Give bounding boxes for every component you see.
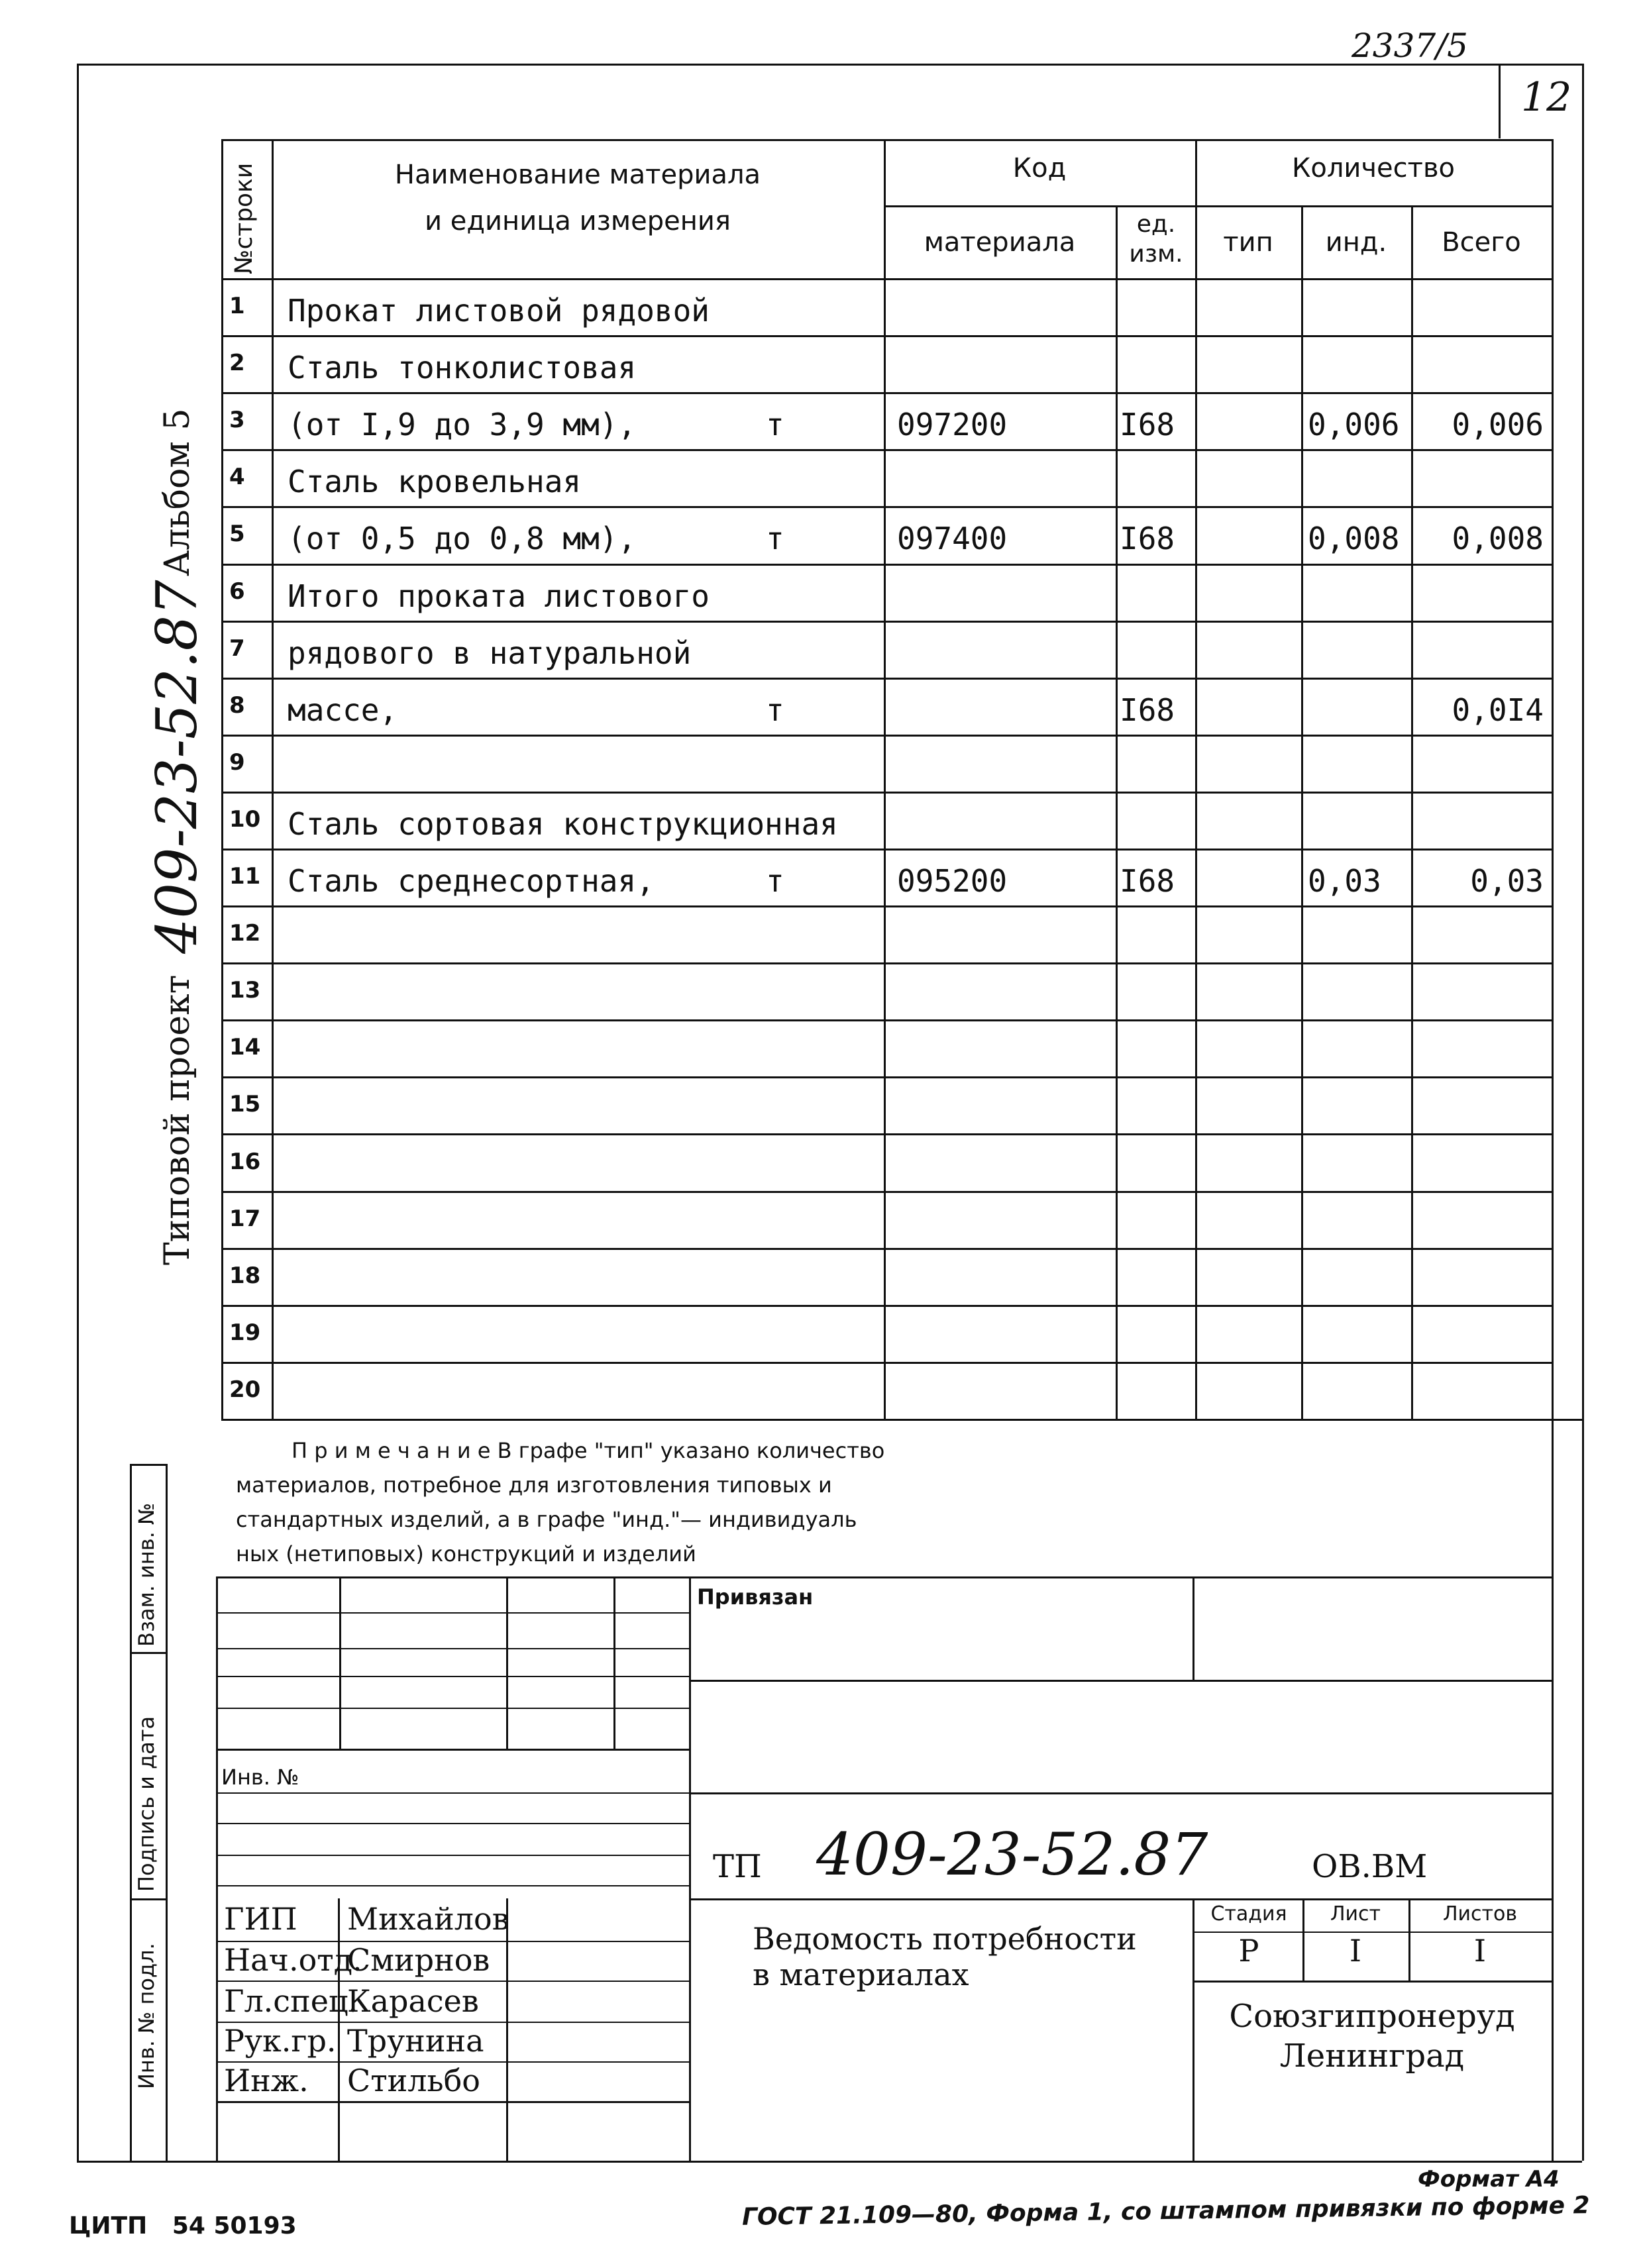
person-name: Михайлов <box>347 1901 509 1937</box>
table-row <box>221 1019 1552 1076</box>
row-number: 14 <box>229 1034 261 1060</box>
sheets-header: Листов <box>1442 1902 1518 1926</box>
frame-top <box>77 64 1582 66</box>
header-type: тип <box>1223 227 1273 258</box>
footer-left: ЦИТП 54 50193 <box>69 2212 297 2240</box>
tp-code: 409-23-52.87 <box>816 1820 1208 1888</box>
material-name: Сталь тонколистовая <box>288 350 637 386</box>
frame-left <box>77 64 79 2161</box>
role-label: Гл.спец. <box>224 1983 358 2019</box>
table-row <box>221 905 1552 962</box>
frame-right <box>1582 64 1584 2161</box>
table-row <box>221 678 1552 735</box>
frame-bottom <box>77 2161 1582 2163</box>
header-quantity: Количество <box>1291 153 1455 183</box>
organization-city: Ленинград <box>1279 2037 1465 2075</box>
table-row <box>221 735 1552 792</box>
table-row <box>221 1191 1552 1248</box>
header-ind: инд. <box>1325 227 1387 258</box>
table-row <box>221 1362 1552 1419</box>
tp-prefix: ТП <box>713 1848 762 1885</box>
material-name: Сталь кровельная <box>288 464 582 499</box>
album-label: Альбом 5 <box>158 408 197 576</box>
table-row <box>221 449 1552 506</box>
material-code: 097200 <box>897 407 1008 442</box>
sheet-number: 12 <box>1521 74 1572 121</box>
unit-letter: т <box>766 692 784 728</box>
material-name: массе, <box>288 692 398 728</box>
material-name: (от I,9 до 3,9 мм), <box>288 407 637 442</box>
qty-total: 0,008 <box>1452 521 1544 556</box>
person-name: Карасев <box>347 1983 479 2019</box>
note-line-2: материалов, потребное для изготовления типовых и <box>236 1472 832 1498</box>
row-number: 2 <box>229 350 245 376</box>
note-line-3: стандартных изделий, а в графе "инд."— индивидуаль <box>236 1507 857 1532</box>
table-row <box>221 1134 1552 1191</box>
material-name: Прокат листовой рядовой <box>288 293 710 329</box>
table-row <box>221 1248 1552 1305</box>
unit-code: I68 <box>1120 407 1175 442</box>
material-name: Сталь сортовая конструкционная <box>288 806 838 842</box>
material-code: 097400 <box>897 521 1008 556</box>
privyazan-label: Привязан <box>697 1584 814 1610</box>
person-name: Смирнов <box>347 1942 490 1978</box>
note-line-1: П р и м е ч а н и е В графе "тип" указано количество <box>292 1438 885 1463</box>
row-number: 5 <box>229 521 245 547</box>
unit-letter: т <box>766 407 784 442</box>
doc-title-1: Ведомость потребности <box>753 1921 1137 1957</box>
row-number: 4 <box>229 464 245 490</box>
row-number: 8 <box>229 692 245 719</box>
table-row <box>221 621 1552 678</box>
row-number: 3 <box>229 407 245 433</box>
format-label: Формат А4 <box>1418 2166 1560 2192</box>
qty-ind: 0,03 <box>1308 863 1381 899</box>
row-number: 12 <box>229 920 261 947</box>
note-line-4: ных (нетиповых) конструкций и изделий <box>236 1541 696 1567</box>
archive-number: 2337/5 <box>1352 26 1468 65</box>
tp-suffix: ОВ.ВМ <box>1312 1848 1428 1885</box>
table-row <box>221 335 1552 392</box>
inv-podl-label: Инв. № подл. <box>134 1943 159 2089</box>
qty-total: 0,0I4 <box>1452 692 1544 728</box>
unit-code: I68 <box>1120 863 1175 899</box>
row-number: 7 <box>229 635 245 662</box>
table-row <box>221 1076 1552 1133</box>
table-row <box>221 849 1552 905</box>
header-total: Всего <box>1442 227 1521 258</box>
project-code-side: 409-23-52.87 <box>144 580 209 954</box>
table-row <box>221 278 1552 335</box>
material-name: Сталь среднесортная, <box>288 863 655 899</box>
person-name: Трунина <box>347 2023 484 2059</box>
row-number: 20 <box>229 1376 261 1403</box>
row-number: 6 <box>229 578 245 605</box>
qty-total: 0,03 <box>1470 863 1544 899</box>
table-row <box>221 506 1552 563</box>
table-row <box>221 962 1552 1019</box>
role-label: Нач.отд. <box>224 1942 362 1978</box>
row-number: 10 <box>229 806 261 833</box>
row-number: 17 <box>229 1206 261 1232</box>
material-name: Итого проката листового <box>288 578 710 614</box>
table-row <box>221 1305 1552 1362</box>
row-number: 16 <box>229 1149 261 1175</box>
unit-letter: т <box>766 521 784 556</box>
stage-header: Стадия <box>1210 1902 1287 1926</box>
row-number: 13 <box>229 977 261 1004</box>
material-code: 095200 <box>897 863 1008 899</box>
row-number: 18 <box>229 1263 261 1289</box>
row-number: 1 <box>229 293 245 319</box>
person-name: Стильбо <box>347 2063 480 2098</box>
table-row <box>221 564 1552 621</box>
header-unit: ед. изм. <box>1129 211 1183 268</box>
material-name: рядового в натуральной <box>288 635 692 671</box>
project-label: Типовой проект <box>158 974 197 1265</box>
role-label: ГИП <box>224 1901 297 1937</box>
unit-code: I68 <box>1120 692 1175 728</box>
header-name-1: Наименование материала <box>394 160 761 190</box>
sheets-value: I <box>1473 1933 1487 1969</box>
header-name-2: и единица измерения <box>425 206 731 236</box>
doc-title-2: в материалах <box>753 1957 969 1992</box>
role-label: Инж. <box>224 2063 309 2098</box>
header-row-number: №строки <box>231 162 258 274</box>
unit-letter: т <box>766 863 784 899</box>
podpis-data-label: Подпись и дата <box>134 1716 159 1892</box>
material-name: (от 0,5 до 0,8 мм), <box>288 521 637 556</box>
table-row <box>221 792 1552 849</box>
row-number: 11 <box>229 863 261 890</box>
note <box>236 1433 884 1571</box>
row-number: 15 <box>229 1091 261 1117</box>
qty-total: 0,006 <box>1452 407 1544 442</box>
header-material: материала <box>924 227 1076 258</box>
inv-no-label: Инв. № <box>221 1765 299 1790</box>
row-number: 9 <box>229 749 245 776</box>
qty-ind: 0,008 <box>1308 521 1400 556</box>
qty-ind: 0,006 <box>1308 407 1400 442</box>
vzam-inv-label: Взам. инв. № <box>134 1502 159 1647</box>
table-row <box>221 392 1552 449</box>
role-label: Рук.гр. <box>224 2023 337 2059</box>
row-number: 19 <box>229 1319 261 1346</box>
sheet-value: I <box>1349 1933 1362 1969</box>
header-code: Код <box>1012 153 1067 183</box>
organization-name: Союзгипронеруд <box>1229 1998 1515 2035</box>
sheet-header: Лист <box>1330 1902 1381 1926</box>
footer-gost: ГОСТ 21.109—80, Форма 1, со штампом привязки по форме 2 <box>741 2192 1590 2231</box>
stage-value: Р <box>1238 1933 1259 1969</box>
unit-code: I68 <box>1120 521 1175 556</box>
